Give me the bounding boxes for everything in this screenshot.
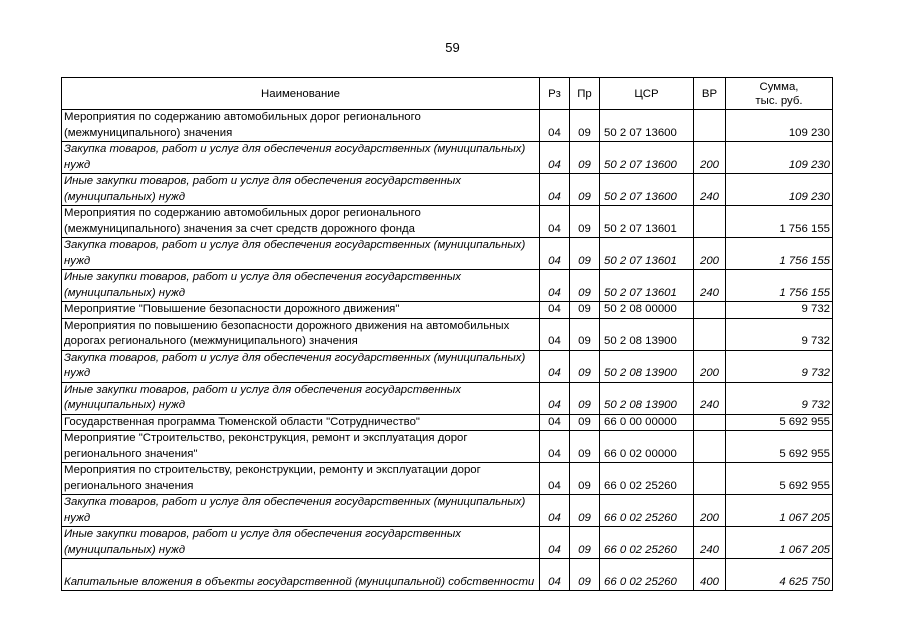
table-row <box>62 110 833 142</box>
cell-pr: 09 <box>570 495 600 527</box>
cell-rz: 04 <box>540 270 570 302</box>
table-row <box>62 559 833 591</box>
cell-pr: 09 <box>570 206 600 238</box>
cell-name: Закупка товаров, работ и услуг для обеспечения государственных (муниципальных) нужд <box>62 350 540 382</box>
cell-vr: 200 <box>694 142 726 174</box>
cell-sum: 5 692 955 <box>726 463 833 495</box>
table-row <box>62 206 833 238</box>
cell-vr: 200 <box>694 350 726 382</box>
cell-rz: 04 <box>540 495 570 527</box>
header-sum <box>726 78 833 110</box>
cell-vr <box>694 206 726 238</box>
table-row <box>62 174 833 206</box>
cell-name: Закупка товаров, работ и услуг для обеспечения государственных (муниципальных) нужд <box>62 495 540 527</box>
cell-vr <box>694 318 726 350</box>
cell-pr: 09 <box>570 174 600 206</box>
cell-pr: 09 <box>570 270 600 302</box>
cell-rz: 04 <box>540 238 570 270</box>
table-row <box>62 495 833 527</box>
cell-vr <box>694 302 726 319</box>
cell-vr <box>694 414 726 431</box>
cell-pr: 09 <box>570 110 600 142</box>
table-row <box>62 238 833 270</box>
cell-name: Государственная программа Тюменской области "Сотрудничество" <box>62 414 540 431</box>
cell-csr: 50 2 07 13601 <box>600 206 694 238</box>
cell-vr <box>694 431 726 463</box>
cell-vr: 400 <box>694 559 726 591</box>
cell-rz: 04 <box>540 302 570 319</box>
cell-csr: 66 0 02 25260 <box>600 559 694 591</box>
header-pr: Пр <box>570 78 600 110</box>
cell-vr: 240 <box>694 270 726 302</box>
cell-csr: 66 0 02 25260 <box>600 463 694 495</box>
table-row <box>62 318 833 350</box>
cell-name: Закупка товаров, работ и услуг для обеспечения государственных (муниципальных) нужд <box>62 238 540 270</box>
cell-pr: 09 <box>570 238 600 270</box>
header-rz: Рз <box>540 78 570 110</box>
cell-vr <box>694 110 726 142</box>
cell-pr: 09 <box>570 142 600 174</box>
table-header-row <box>62 78 833 110</box>
header-sum-line1: Сумма, <box>759 80 799 93</box>
header-csr: ЦСР <box>600 78 694 110</box>
cell-name: Капитальные вложения в объекты государственной (муниципальной) собственности <box>62 559 540 591</box>
cell-sum: 109 230 <box>726 110 833 142</box>
table-row <box>62 270 833 302</box>
cell-csr: 50 2 07 13600 <box>600 142 694 174</box>
cell-pr: 09 <box>570 559 600 591</box>
cell-csr: 50 2 08 00000 <box>600 302 694 319</box>
table-row <box>62 527 833 559</box>
cell-name: Иные закупки товаров, работ и услуг для обеспечения государственных (муниципальных) нужд <box>62 527 540 559</box>
cell-name: Иные закупки товаров, работ и услуг для обеспечения государственных (муниципальных) нужд <box>62 270 540 302</box>
cell-rz: 04 <box>540 206 570 238</box>
cell-name: Мероприятия по строительству, реконструкции, ремонту и эксплуатации дорог регионального значения <box>62 463 540 495</box>
cell-sum: 5 692 955 <box>726 431 833 463</box>
cell-sum: 1 756 155 <box>726 206 833 238</box>
cell-csr: 66 0 02 00000 <box>600 431 694 463</box>
cell-pr: 09 <box>570 382 600 414</box>
page-number: 59 <box>445 40 460 55</box>
cell-sum: 9 732 <box>726 318 833 350</box>
table-row <box>62 414 833 431</box>
cell-rz: 04 <box>540 350 570 382</box>
table-row <box>62 463 833 495</box>
cell-rz: 04 <box>540 142 570 174</box>
cell-vr: 240 <box>694 174 726 206</box>
cell-pr: 09 <box>570 431 600 463</box>
budget-table <box>61 77 833 591</box>
cell-name: Закупка товаров, работ и услуг для обеспечения государственных (муниципальных) нужд <box>62 142 540 174</box>
cell-vr: 200 <box>694 495 726 527</box>
header-vr: ВР <box>694 78 726 110</box>
cell-rz: 04 <box>540 174 570 206</box>
cell-pr: 09 <box>570 302 600 319</box>
table-body <box>62 110 833 591</box>
cell-rz: 04 <box>540 110 570 142</box>
cell-sum: 1 067 205 <box>726 495 833 527</box>
cell-name: Мероприятие "Повышение безопасности дорожного движения" <box>62 302 540 319</box>
table-row <box>62 350 833 382</box>
table-row <box>62 431 833 463</box>
cell-csr: 50 2 07 13601 <box>600 238 694 270</box>
cell-rz: 04 <box>540 382 570 414</box>
cell-rz: 04 <box>540 318 570 350</box>
header-sum-line2: тыс. руб. <box>755 94 803 107</box>
cell-name: Иные закупки товаров, работ и услуг для обеспечения государственных (муниципальных) нужд <box>62 174 540 206</box>
cell-csr: 50 2 07 13601 <box>600 270 694 302</box>
cell-name: Иные закупки товаров, работ и услуг для обеспечения государственных (муниципальных) нужд <box>62 382 540 414</box>
cell-csr: 66 0 02 25260 <box>600 495 694 527</box>
cell-csr: 50 2 08 13900 <box>600 318 694 350</box>
table-row <box>62 142 833 174</box>
cell-pr: 09 <box>570 318 600 350</box>
cell-name: Мероприятие "Строительство, реконструкция, ремонт и эксплуатация дорог регионального значения" <box>62 431 540 463</box>
cell-rz: 04 <box>540 414 570 431</box>
cell-sum: 4 625 750 <box>726 559 833 591</box>
cell-csr: 50 2 08 13900 <box>600 382 694 414</box>
cell-sum: 1 067 205 <box>726 527 833 559</box>
table-row <box>62 382 833 414</box>
cell-sum: 9 732 <box>726 350 833 382</box>
cell-vr: 240 <box>694 527 726 559</box>
cell-pr: 09 <box>570 527 600 559</box>
cell-sum: 5 692 955 <box>726 414 833 431</box>
cell-sum: 9 732 <box>726 302 833 319</box>
cell-name: Мероприятия по повышению безопасности дорожного движения на автомобильных дорогах регионального (межмуниципального) значения <box>62 318 540 350</box>
cell-sum: 9 732 <box>726 382 833 414</box>
cell-csr: 66 0 00 00000 <box>600 414 694 431</box>
cell-rz: 04 <box>540 559 570 591</box>
cell-sum: 1 756 155 <box>726 270 833 302</box>
cell-rz: 04 <box>540 463 570 495</box>
cell-pr: 09 <box>570 414 600 431</box>
cell-csr: 50 2 07 13600 <box>600 110 694 142</box>
table-row <box>62 302 833 319</box>
cell-vr <box>694 463 726 495</box>
cell-rz: 04 <box>540 431 570 463</box>
cell-csr: 66 0 02 25260 <box>600 527 694 559</box>
cell-name: Мероприятия по содержанию автомобильных дорог регионального (межмуниципального) значения за счет средств дорожного фонда <box>62 206 540 238</box>
cell-pr: 09 <box>570 463 600 495</box>
cell-vr: 240 <box>694 382 726 414</box>
cell-sum: 109 230 <box>726 142 833 174</box>
cell-rz: 04 <box>540 527 570 559</box>
cell-name: Мероприятия по содержанию автомобильных дорог регионального (межмуниципального) значения <box>62 110 540 142</box>
cell-pr: 09 <box>570 350 600 382</box>
cell-csr: 50 2 07 13600 <box>600 174 694 206</box>
cell-sum: 1 756 155 <box>726 238 833 270</box>
cell-sum: 109 230 <box>726 174 833 206</box>
header-name: Наименование <box>62 78 540 110</box>
cell-csr: 50 2 08 13900 <box>600 350 694 382</box>
cell-vr: 200 <box>694 238 726 270</box>
